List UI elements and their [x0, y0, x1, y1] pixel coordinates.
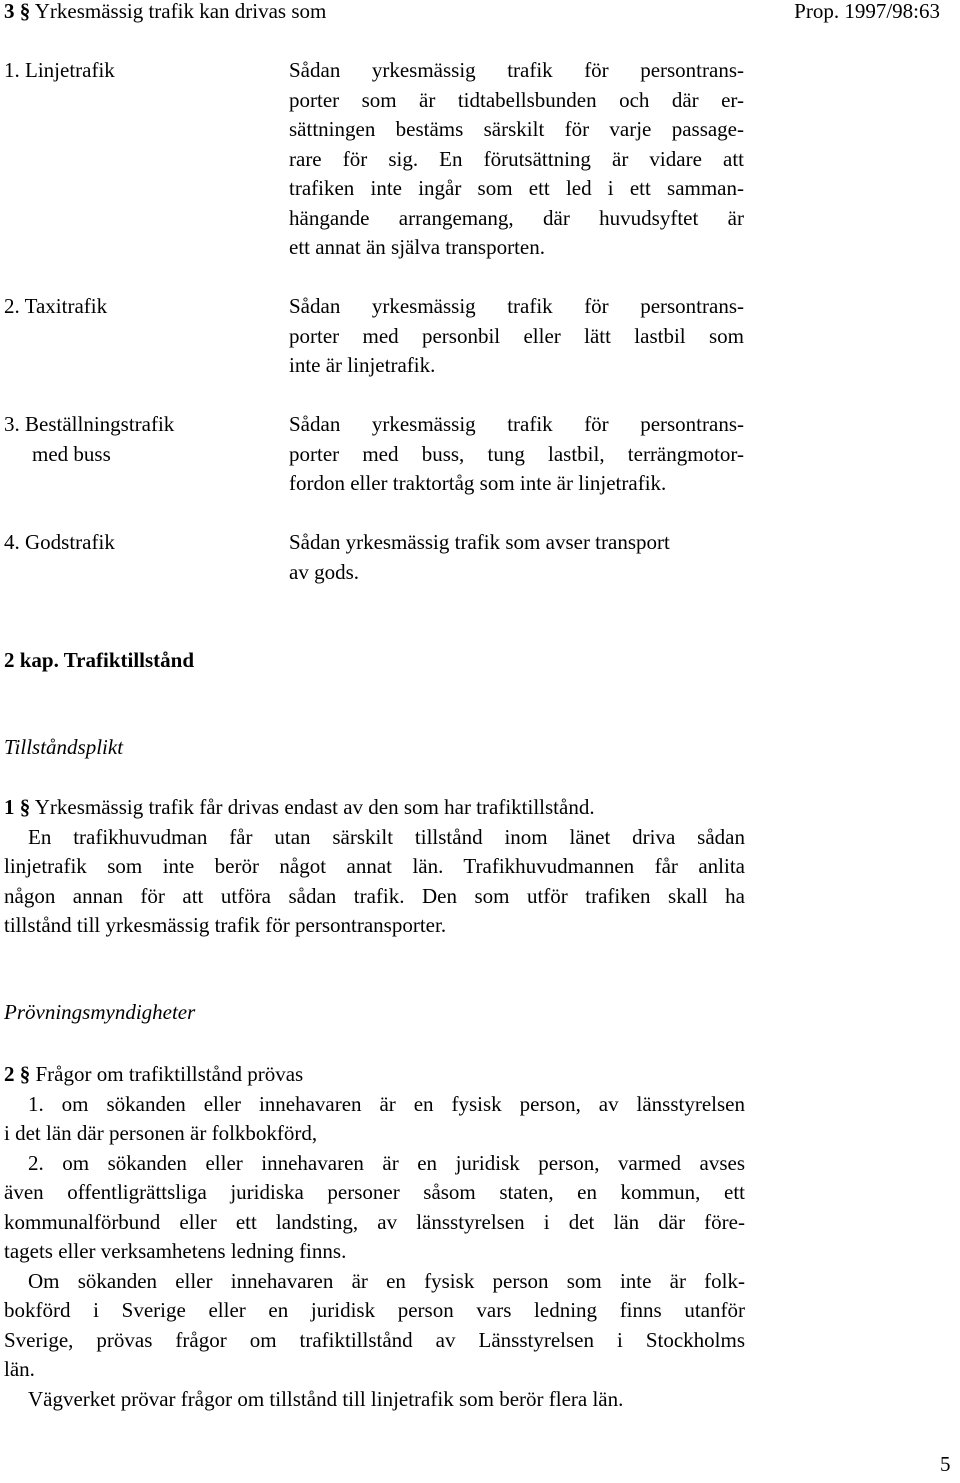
- paragraph-line: län.: [4, 1357, 35, 1381]
- section-1-first-line: [4, 793, 595, 823]
- definition-line: Sådan yrkesmässig trafik för persontrans-: [289, 58, 744, 82]
- paragraph-line: tillstånd till yrkesmässig trafik för persontransporter.: [4, 913, 447, 937]
- definition-line: hängande arrangemang, där huvudsyftet är: [289, 205, 744, 230]
- definition-term-continuation: med buss: [32, 441, 111, 466]
- paragraph-line: Om sökanden eller innehavaren är en fysisk person som inte är folk-: [28, 1268, 745, 1293]
- definition-term: 3. Beställningstrafik: [4, 412, 175, 436]
- list-item-line: 1. om sökanden eller innehavaren är en fysisk person, av länsstyrelsen: [28, 1091, 745, 1116]
- section-symbol: 3 §: [4, 0, 31, 23]
- paragraph-line: någon annan för att utföra sådan trafik. Den som utför trafiken skall ha: [4, 883, 745, 908]
- definition-term: 1. Linjetrafik: [4, 58, 115, 82]
- list-item-line: tagets eller verksamhetens ledning finns.: [4, 1239, 347, 1263]
- proposition-reference: Prop. 1997/98:63: [794, 0, 940, 23]
- subheading-provningsmyndigheter: Prövningsmyndigheter: [4, 1000, 196, 1024]
- definition-line: porter med buss, tung lastbil, terrängmotor-: [289, 441, 744, 466]
- definition-line: Sådan yrkesmässig trafik som avser transport: [289, 530, 670, 554]
- chapter-heading: 2 kap. Trafiktillstånd: [4, 648, 195, 672]
- section-number: 2 §: [4, 1062, 31, 1086]
- running-header-section: [4, 0, 326, 27]
- list-item-line: i det län där personen är folkbokförd,: [4, 1121, 318, 1145]
- subheading-tillstandsplikt: Tillståndsplikt: [4, 735, 124, 759]
- section-text: Yrkesmässig trafik får drivas endast av den som har trafiktillstånd.: [34, 795, 595, 819]
- list-item-line: även offentligrättsliga juridiska personer såsom staten, en kommun, ett: [4, 1180, 745, 1204]
- definition-line: inte är linjetrafik.: [289, 353, 436, 377]
- definition-line: rare för sig. En förutsättning är vidare att: [289, 146, 744, 171]
- paragraph-line: Vägverket prövar frågor om tillstånd till linjetrafik som berör flera län.: [28, 1386, 624, 1411]
- section-number: 1 §: [4, 795, 31, 819]
- list-item-line: kommunalförbund eller ett landsting, av länsstyrelsen i det län där före-: [4, 1209, 745, 1234]
- paragraph-line: Sverige, prövas frågor om trafiktillstånd av Länsstyrelsen i Stockholms: [4, 1327, 745, 1352]
- definition-line: porter som är tidtabellsbunden och där er-: [289, 87, 744, 112]
- paragraph-line: linjetrafik som inte berör något annat län. Trafikhuvudmannen får anlita: [4, 854, 745, 878]
- definition-line: Sådan yrkesmässig trafik för persontrans-: [289, 294, 744, 318]
- definition-term: 4. Godstrafik: [4, 530, 115, 554]
- definition-line: fordon eller traktortåg som inte är linjetrafik.: [289, 471, 667, 495]
- definition-line: ett annat än själva transporten.: [289, 235, 545, 259]
- section-2-first-line: [4, 1060, 303, 1090]
- definition-line: porter med personbil eller lätt lastbil som: [289, 323, 744, 348]
- paragraph-line: En trafikhuvudman får utan särskilt tillstånd inom länet driva sådan: [28, 824, 745, 849]
- definition-line: trafiken inte ingår som ett led i ett samman-: [289, 176, 744, 200]
- page-number: 5: [940, 1452, 951, 1476]
- definition-term: 2. Taxitrafik: [4, 294, 108, 318]
- paragraph-line: bokförd i Sverige eller en juridisk person vars ledning finns utanför: [4, 1298, 745, 1322]
- definition-line: Sådan yrkesmässig trafik för persontrans-: [289, 412, 744, 436]
- section-text: Frågor om trafiktillstånd prövas: [35, 1062, 304, 1086]
- section-title: Yrkesmässig trafik kan drivas som: [34, 0, 327, 23]
- definition-line: av gods.: [289, 559, 359, 584]
- list-item-line: 2. om sökanden eller innehavaren är en juridisk person, varmed avses: [28, 1150, 745, 1175]
- definition-line: sättningen bestäms särskilt för varje passage-: [289, 117, 744, 141]
